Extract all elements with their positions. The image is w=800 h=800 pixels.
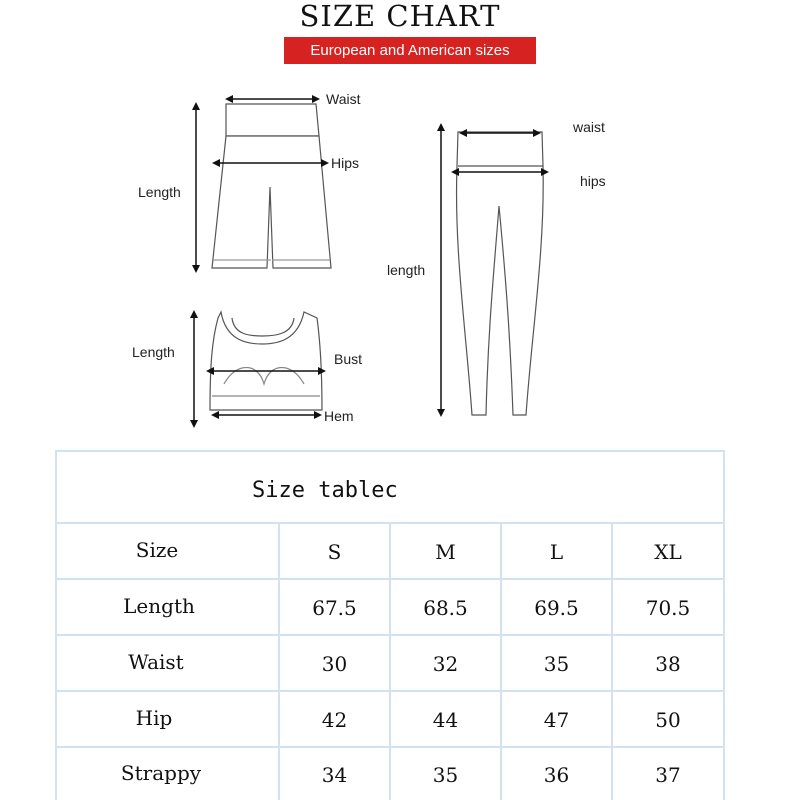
table-cell: 35 bbox=[543, 652, 570, 676]
table-cell: 47 bbox=[543, 708, 570, 732]
leggings-length-label: length bbox=[387, 262, 426, 278]
table-header-cell: M bbox=[435, 540, 456, 564]
table-cell: 36 bbox=[543, 763, 570, 787]
table-row-label: Length bbox=[123, 594, 195, 618]
leggings-illustration bbox=[457, 132, 544, 415]
table-row-label: Hip bbox=[135, 706, 173, 730]
shorts-waist-label: Waist bbox=[326, 91, 361, 107]
table-cell: 34 bbox=[321, 763, 348, 787]
table-border bbox=[55, 450, 57, 800]
table-cell: 68.5 bbox=[423, 596, 468, 620]
shorts-length-label: Length bbox=[138, 184, 181, 200]
table-row-label: Strappy bbox=[120, 761, 202, 785]
table-header-cell: XL bbox=[654, 540, 682, 564]
table-cell: 44 bbox=[432, 708, 459, 732]
table-header-cell: S bbox=[327, 540, 342, 564]
table-cell: 70.5 bbox=[645, 596, 691, 620]
table-cell: 69.5 bbox=[534, 596, 579, 620]
bra-illustration bbox=[210, 312, 322, 410]
table-cell: 38 bbox=[655, 652, 681, 676]
bra-length-label: Length bbox=[132, 344, 175, 360]
table-row-label: Waist bbox=[128, 650, 184, 674]
table-cell: 30 bbox=[321, 652, 348, 676]
leggings-waist-label: waist bbox=[573, 119, 605, 135]
shorts-hips-label: Hips bbox=[331, 155, 360, 171]
table-header-cell: L bbox=[549, 540, 564, 564]
table-cell: 37 bbox=[655, 763, 681, 787]
table-title: Size tablec bbox=[252, 478, 398, 503]
table-cell: 50 bbox=[655, 708, 681, 732]
bra-bust-label: Bust bbox=[334, 351, 363, 367]
bra-hem-label: Hem bbox=[324, 408, 354, 424]
table-border bbox=[723, 450, 725, 800]
table-border bbox=[55, 450, 725, 452]
table-cell: 67.5 bbox=[312, 596, 357, 620]
table-cell: 42 bbox=[321, 708, 348, 732]
page-title: SIZE CHART bbox=[299, 0, 501, 33]
table-cell: 35 bbox=[432, 763, 459, 787]
leggings-hips-label: hips bbox=[580, 173, 606, 189]
table-cell: 32 bbox=[432, 652, 459, 676]
size-region-banner: European and American sizes bbox=[284, 37, 536, 64]
table-header-cell: Size bbox=[135, 538, 179, 562]
shorts-illustration bbox=[212, 104, 331, 268]
size-table bbox=[0, 450, 800, 800]
